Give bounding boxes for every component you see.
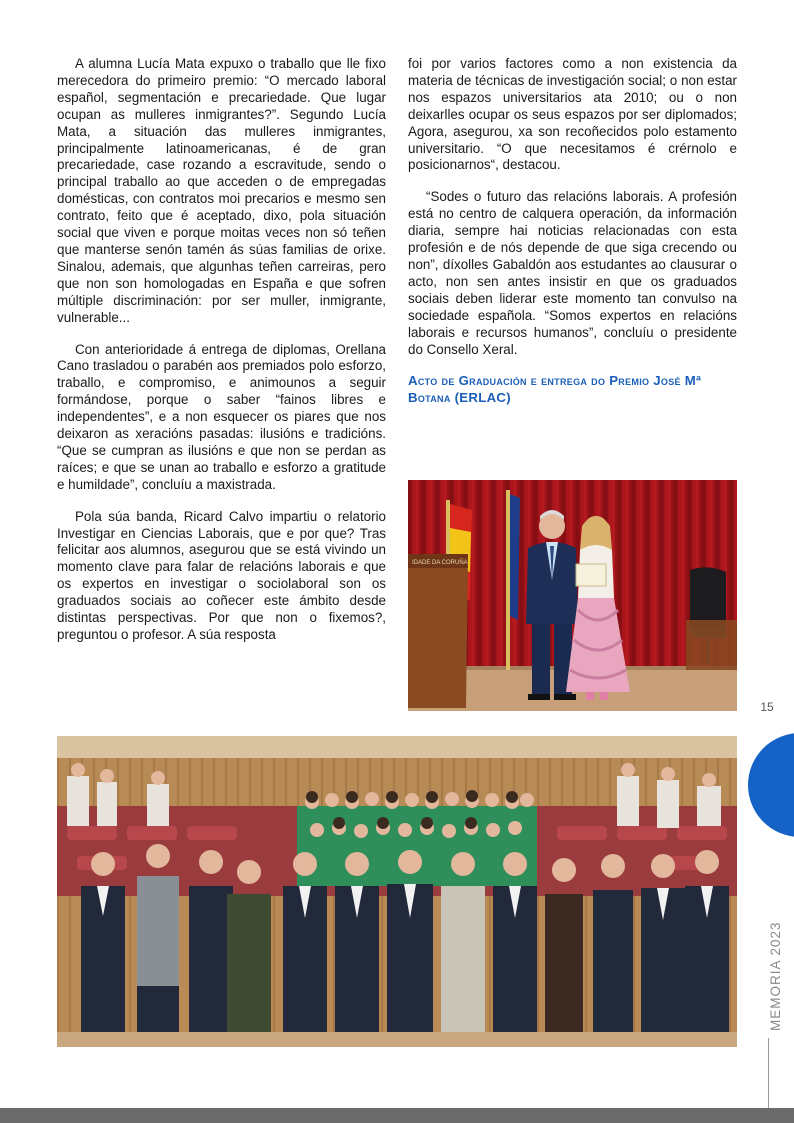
sidebar-label: MEMORIA 2023 <box>768 921 783 1031</box>
section-heading: Acto de Graduación e entrega do Premio José Mª Botana (ERLAC) <box>408 373 702 405</box>
paragraph-ricard-calvo: Pola súa banda, Ricard Calvo impartiu o relatorio Investigar en Ciencias Laborais, que e por que? Tras felicitar aos alumnos, asegurou que se está vivindo un momento clave para falar de relacións laborais e que os expertos en investigar o sociolaboral son os graduados sociais ao coñecer este ámbito desde distintas perspectivas. Por que non o fixemos?, preguntou o profesor. A súa resposta <box>57 508 386 642</box>
footer-bar <box>0 1108 794 1123</box>
ceremony-photo <box>408 480 737 711</box>
paragraph-gabaldon: “Sodes o futuro das relacións laborais. A profesión está no centro de calquera operación, da información diaria, sempre hai noticias relacionadas con esta profesión e de nós depende de que siga crecendo ou non”, díxolles Gabaldón aos estudantes ao clausurar o acto, non sen antes insistir en que os graduados sociais deben liderar este momento tan convulso na sociedade española. “Somos expertos en relacións laborais e recursos humanos”, concluíu o presidente do Consello Xeral. <box>408 189 737 357</box>
paragraph-continuation: foi por varios factores como a non existencia da materia de técnicas de investigación social; o non estar nos espazos universitarios ata 2010; ou o non deixarlles ocupar os seus espazos por ser diplomados; Agora, asegurou, xa son recoñecidos polo estamento universitario. “O que necesitamos é crérnolo e posicionarnos“, destacou. <box>408 56 737 173</box>
blue-tab-circle <box>748 733 794 837</box>
lectern-text: IDADE DA CORUÑA <box>412 560 468 566</box>
paragraph-orellana-cano: Con anterioridade á entrega de diplomas, Orellana Cano trasladou o parabén aos premiados polo esforzo, traballo, e compromiso, e animounos a seguir formándose, porque o saber “fainos libres e independentes”, e a non esquecer os piares que nos deixaron as xeracións pasadas: ilusións e tradicións. “Que se cumpran as ilusións e que non se perdan as raíces; e que se unan ao traballo e esforzo a gratitude e humildade”, concluíu a maxistrada. <box>57 341 386 492</box>
right-text-column <box>408 56 737 418</box>
sidebar-rule <box>768 1038 769 1110</box>
group-photo <box>57 736 737 1047</box>
page-number: 15 <box>760 700 774 714</box>
left-text-column <box>57 56 386 659</box>
paragraph-lucia-mata: A alumna Lucía Mata expuxo o traballo que lle fixo merecedora do primeiro premio: “O mercado laboral español, segmentación e precariedade. Que lugar ocupan as mulleres inmigrantes?”. Segundo Lucía Mata, a situación das mulleres inmigrantes, principalmente latinoamericanas, é de gran precariedade, case rozando a escravitude, sendo o principal traballo ao que acceden o de empregadas domésticas, con contratos moi precarios e mesmo sen contrato, feito que é aceptado, dixo, pola situación social que viven e porque moitas veces non só teñen que manterse senón tamén ás súas familias de orixe. Sinalou, ademais, que algunhas teñen carreiras, pero que non son homologadas en España e que sofren múltiple discriminación: por ser muller, inmigrante, vulnerable... <box>57 56 386 325</box>
